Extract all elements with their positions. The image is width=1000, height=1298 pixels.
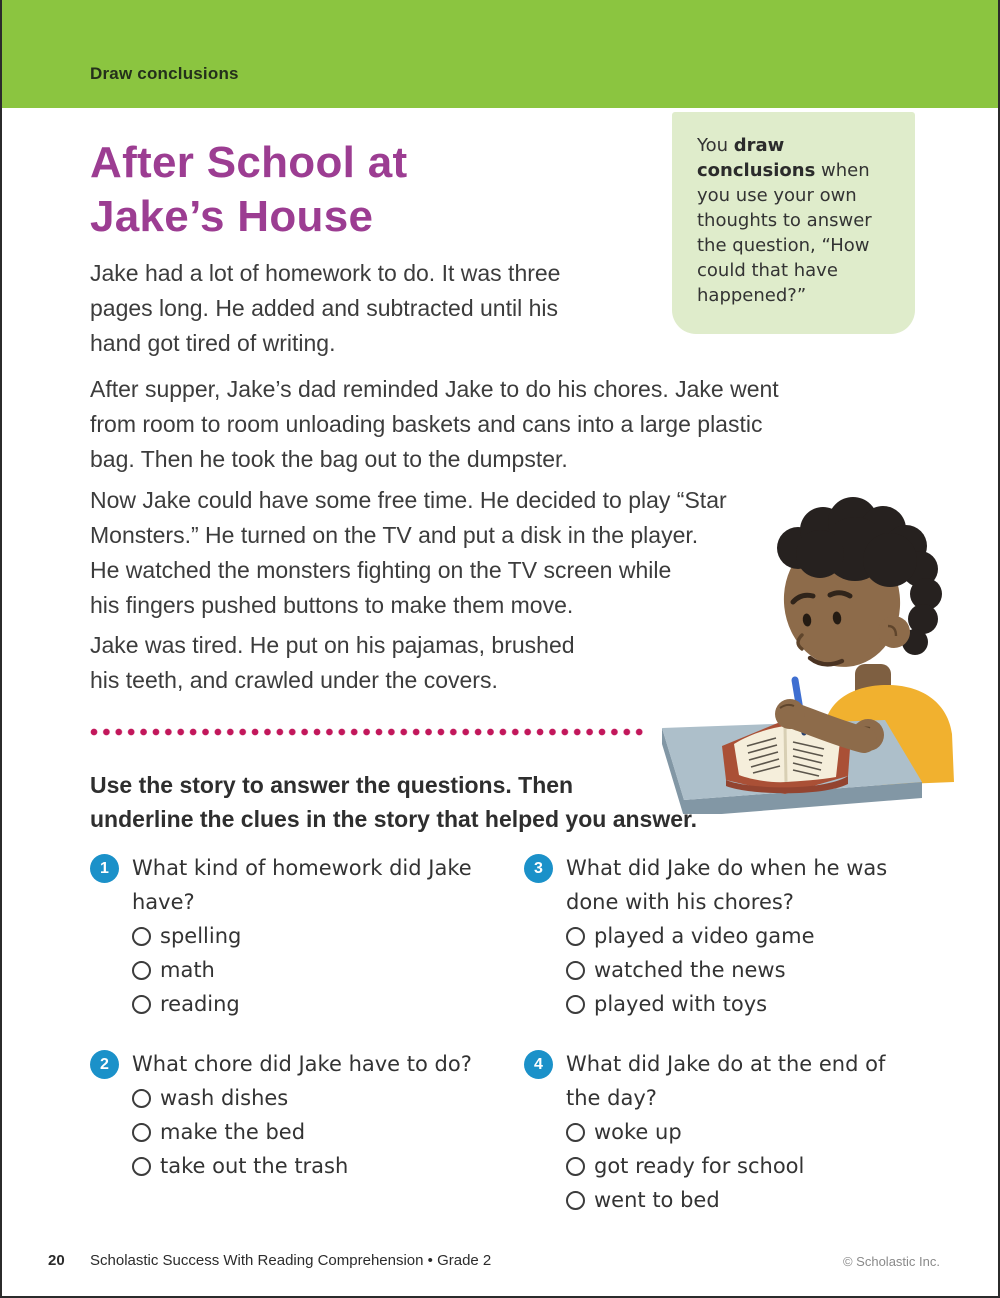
answer-option[interactable]: played with toys bbox=[566, 987, 944, 1021]
page-title-line2: Jake’s House bbox=[90, 192, 374, 241]
answer-option[interactable]: played a video game bbox=[566, 919, 944, 953]
page-number: 20 bbox=[48, 1252, 65, 1269]
radio-circle-icon[interactable] bbox=[132, 961, 151, 980]
callout-text-rest: when you use your own thoughts to answer the question, “How could that have happened?” bbox=[697, 160, 872, 306]
answer-option[interactable]: went to bed bbox=[566, 1183, 944, 1217]
question-2 bbox=[90, 1047, 510, 1183]
radio-circle-icon[interactable] bbox=[132, 1157, 151, 1176]
radio-circle-icon[interactable] bbox=[566, 1123, 585, 1142]
callout-bold-term: draw conclusions bbox=[697, 135, 816, 181]
page-header-band bbox=[2, 0, 998, 108]
page-title bbox=[90, 136, 407, 244]
answer-option[interactable]: make the bed bbox=[132, 1115, 510, 1149]
story-paragraph: Jake had a lot of homework to do. It was three pages long. He added and subtracted until his hand got tired of writing. bbox=[90, 260, 561, 356]
answer-option[interactable]: wash dishes bbox=[132, 1081, 510, 1115]
question-4: 4 What did Jake do at the end of the day? woke up got ready for school went to bed bbox=[524, 1047, 944, 1217]
question-number-badge: 3 bbox=[524, 854, 553, 883]
question-text: What chore did Jake have to do? bbox=[132, 1052, 472, 1076]
callout-text: You bbox=[697, 135, 734, 156]
story-paragraph: Jake was tired. He put on his pajamas, brushed his teeth, and crawled under the covers. bbox=[90, 632, 575, 693]
radio-circle-icon[interactable] bbox=[132, 1123, 151, 1142]
question-number-badge: 4 bbox=[524, 1050, 553, 1079]
question-1: 1 What kind of homework did Jake have? spelling math reading bbox=[90, 851, 510, 1021]
answer-option[interactable]: take out the trash bbox=[132, 1149, 510, 1183]
question-number-badge: 1 bbox=[90, 854, 119, 883]
question-number-badge: 2 bbox=[90, 1050, 119, 1079]
radio-circle-icon[interactable] bbox=[132, 995, 151, 1014]
radio-circle-icon[interactable] bbox=[566, 927, 585, 946]
story-paragraph: Now Jake could have some free time. He decided to play “Star Monsters.” He turned on the TV and put a disk in the player. He watched the monsters fighting on the TV screen while his fingers pushed buttons to make them move. bbox=[90, 487, 727, 618]
answer-option[interactable]: woke up bbox=[566, 1115, 944, 1149]
radio-circle-icon[interactable] bbox=[132, 1089, 151, 1108]
answer-option[interactable]: watched the news bbox=[566, 953, 944, 987]
radio-circle-icon[interactable] bbox=[566, 995, 585, 1014]
question-text: What did Jake do at the end of bbox=[566, 1052, 886, 1076]
answer-option[interactable]: got ready for school bbox=[566, 1149, 944, 1183]
answer-option[interactable]: reading bbox=[132, 987, 510, 1021]
boy-writing-hand bbox=[775, 699, 805, 729]
dotted-divider bbox=[90, 728, 648, 737]
answer-option[interactable]: math bbox=[132, 953, 510, 987]
directions-text: Use the story to answer the questions. Then underline the clues in the story that helped you answer. bbox=[90, 772, 698, 832]
story-paragraph: After supper, Jake’s dad reminded Jake to do his chores. Jake went from room to room unloading baskets and cans into a large plastic bag. Then he took the bag out to the dumpster. bbox=[90, 376, 779, 472]
answer-option[interactable]: spelling bbox=[132, 919, 510, 953]
question-text: What kind of homework did Jake bbox=[132, 856, 472, 880]
boy-ear bbox=[878, 616, 910, 648]
copyright: © Scholastic Inc. bbox=[842, 1254, 940, 1269]
radio-circle-icon[interactable] bbox=[566, 1191, 585, 1210]
book-title: Scholastic Success With Reading Comprehension • Grade 2 bbox=[90, 1252, 492, 1269]
boy-writing-illustration bbox=[652, 492, 997, 814]
question-3: 3 What did Jake do when he was done with his chores? played a video game watched the news played with toys bbox=[524, 851, 944, 1021]
radio-circle-icon[interactable] bbox=[566, 961, 585, 980]
skill-callout-box bbox=[672, 112, 915, 334]
skill-label: Draw conclusions bbox=[90, 64, 239, 83]
page-title-line1: After School at bbox=[90, 138, 408, 187]
radio-circle-icon[interactable] bbox=[132, 927, 151, 946]
question-text: What did Jake do when he was bbox=[566, 856, 888, 880]
radio-circle-icon[interactable] bbox=[566, 1157, 585, 1176]
